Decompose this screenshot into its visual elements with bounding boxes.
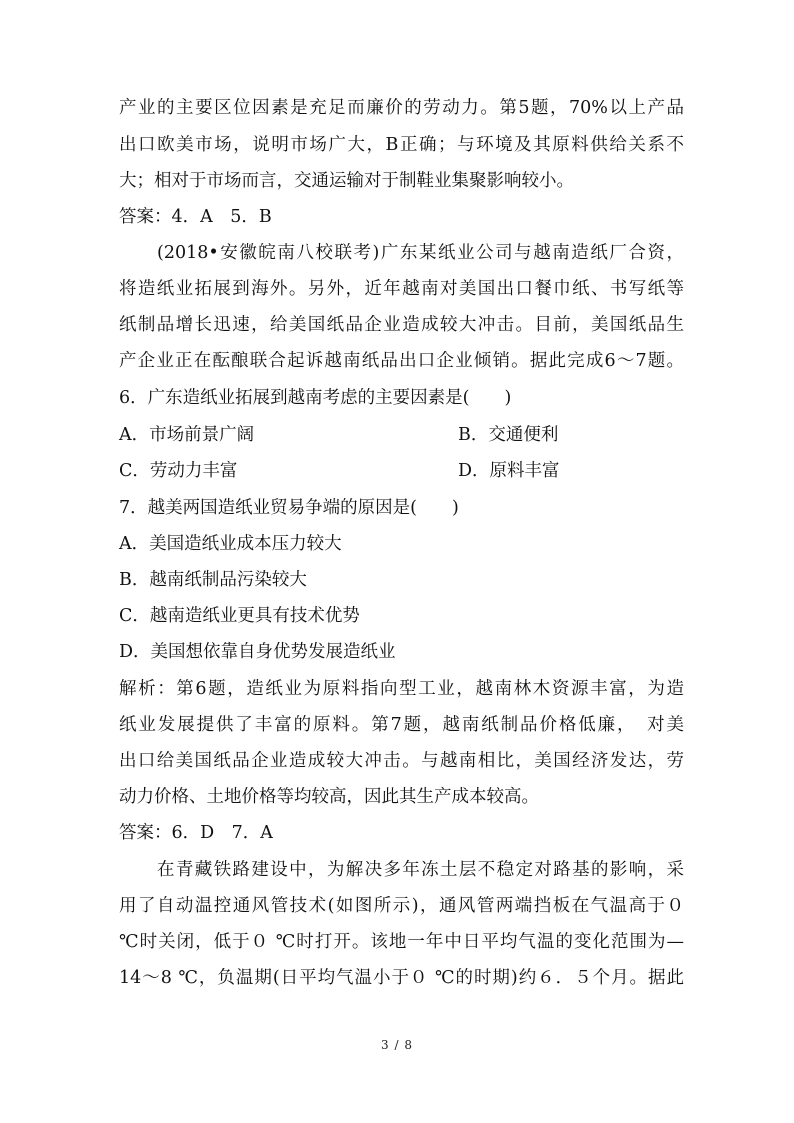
q7-option-b: B．越南纸制品污染较大: [119, 570, 307, 590]
passage-line: 产企业正在酝酿联合起诉越南纸品出口企业倾销。据此完成6～7题。: [119, 351, 684, 371]
passage-line: (2018•安徽皖南八校联考)广东某纸业公司与越南造纸厂合资，: [157, 243, 684, 263]
q6-option-d: D．原料丰富: [458, 461, 560, 481]
q6-option-b: B．交通便利: [458, 425, 559, 445]
q7-option-a: A．美国造纸业成本压力较大: [119, 534, 342, 554]
question-6: 6．广东造纸业拓展到越南考虑的主要因素是( ): [119, 388, 512, 408]
analysis-line: 出口给美国纸品企业造成较大冲击。与越南相比，美国经济发达，劳: [119, 751, 684, 771]
passage-line: 用了自动温控通风管技术(如图所示)，通风管两端挡板在气温高于０: [119, 896, 684, 916]
q6-option-c: C．劳动力丰富: [119, 461, 238, 481]
analysis-line: 解析：第6题，造纸业为原料指向型工业，越南林木资源丰富，为造: [119, 679, 684, 699]
passage-line: 将造纸业拓展到海外。另外，近年越南对美国出口餐巾纸、书写纸等: [119, 279, 684, 299]
analysis-line: 动力价格、土地价格等均较高，因此其生产成本较高。: [119, 787, 539, 807]
text-line: 大；相对于市场而言，交通运输对于制鞋业集聚影响较小。: [119, 171, 574, 191]
text-line: 产业的主要区位因素是充足而廉价的劳动力。第5题，70%以上产品: [119, 98, 684, 118]
passage-line: ℃时关闭，低于０ ℃时打开。该地一年中日平均气温的变化范围为—: [119, 932, 684, 952]
question-7: 7．越美两国造纸业贸易争端的原因是( ): [119, 498, 459, 518]
q6-option-a: A．市场前景广阔: [119, 425, 255, 445]
page-number: 3 / 8: [381, 1038, 413, 1052]
text-line: 出口欧美市场，说明市场广大，B正确；与环境及其原料供给关系不: [119, 135, 684, 155]
q7-option-d: D．美国想依靠自身优势发展造纸业: [119, 642, 396, 662]
answer-line: 答案：6．D 7．A: [119, 823, 273, 843]
passage-line: 14～8 ℃，负温期(日平均气温小于０ ℃的时期)约６．５个月。据此: [119, 968, 684, 988]
passage-line: 在青藏铁路建设中，为解决多年冻土层不稳定对路基的影响，采: [157, 860, 684, 880]
analysis-line: 纸业发展提供了丰富的原料。第7题，越南纸制品价格低廉， 对美: [119, 715, 684, 735]
passage-line: 纸制品增长迅速，给美国纸品企业造成较大冲击。目前，美国纸品生: [119, 315, 684, 335]
q7-option-c: C．越南造纸业更具有技术优势: [119, 606, 360, 626]
answer-line: 答案：4．A 5．B: [119, 207, 272, 227]
